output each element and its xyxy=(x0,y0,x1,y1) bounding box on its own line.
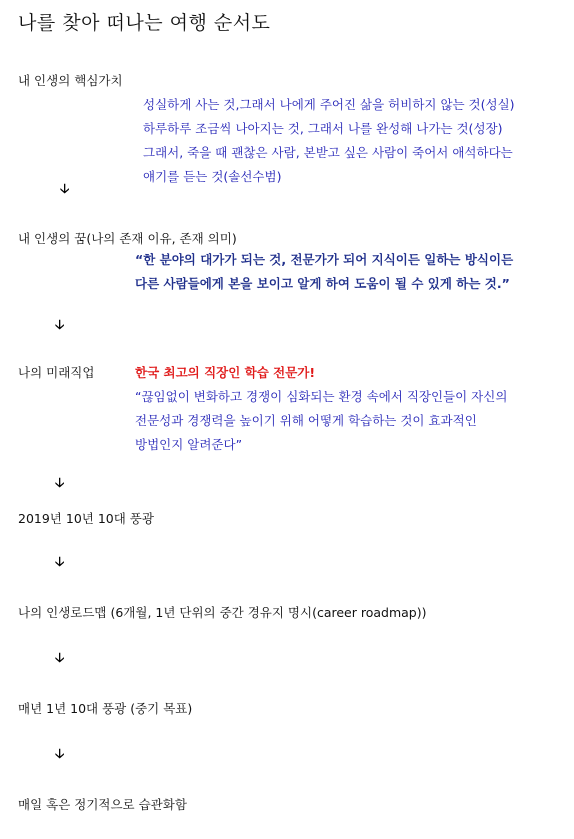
page-title: 나를 찾아 떠나는 여행 순서도 xyxy=(18,12,271,34)
core-values-line: 얘기를 듣는 것(솔선수범) xyxy=(143,169,282,184)
down-arrow-icon: 🡣 xyxy=(55,555,65,570)
step-life-roadmap: 나의 인생로드맵 (6개월, 1년 단위의 중간 경유지 명시(career roadmap)) xyxy=(18,605,427,620)
core-values-line: 하루하루 조금씩 나아지는 것, 그래서 나를 완성해 나가는 것(성장) xyxy=(143,121,503,136)
core-values-line: 그래서, 죽을 때 괜찮은 사람, 본받고 싶은 사람이 죽어서 애석하다는 xyxy=(143,145,513,160)
core-values-heading: 내 인생의 핵심가치 xyxy=(18,73,123,88)
down-arrow-icon: 🡣 xyxy=(60,182,70,197)
down-arrow-icon: 🡣 xyxy=(55,476,65,491)
core-values-line: 성실하게 사는 것,그래서 나에게 주어진 삶을 허비하지 않는 것(성실) xyxy=(143,97,515,112)
down-arrow-icon: 🡣 xyxy=(55,651,65,666)
future-job-heading: 나의 미래직업 xyxy=(18,365,95,380)
life-dream-quote-line: “한 분야의 대가가 되는 것, 전문가가 되어 지식이든 일하는 방식이든 xyxy=(135,252,514,267)
down-arrow-icon: 🡣 xyxy=(55,318,65,333)
step-daily-habit: 매일 혹은 정기적으로 습관화함 xyxy=(18,797,187,812)
life-dream-heading: 내 인생의 꿈(나의 존재 이유, 존재 의미) xyxy=(18,231,237,246)
step-yearly-vision: 매년 1년 10대 풍광 (중기 목표) xyxy=(18,701,193,716)
step-2019-vision: 2019년 10년 10대 풍광 xyxy=(18,511,154,526)
future-job-highlight: 한국 최고의 직장인 학습 전문가! xyxy=(135,365,316,380)
future-job-line: 전문성과 경쟁력을 높이기 위해 어떻게 학습하는 것이 효과적인 xyxy=(135,413,477,428)
future-job-line: 방법인지 알려준다” xyxy=(135,437,243,452)
future-job-line: “끊임없이 변화하고 경쟁이 심화되는 환경 속에서 직장인들이 자신의 xyxy=(135,389,508,404)
life-dream-quote-line: 다른 사람들에게 본을 보이고 알게 하여 도움이 될 수 있게 하는 것.” xyxy=(135,276,510,291)
down-arrow-icon: 🡣 xyxy=(55,747,65,762)
